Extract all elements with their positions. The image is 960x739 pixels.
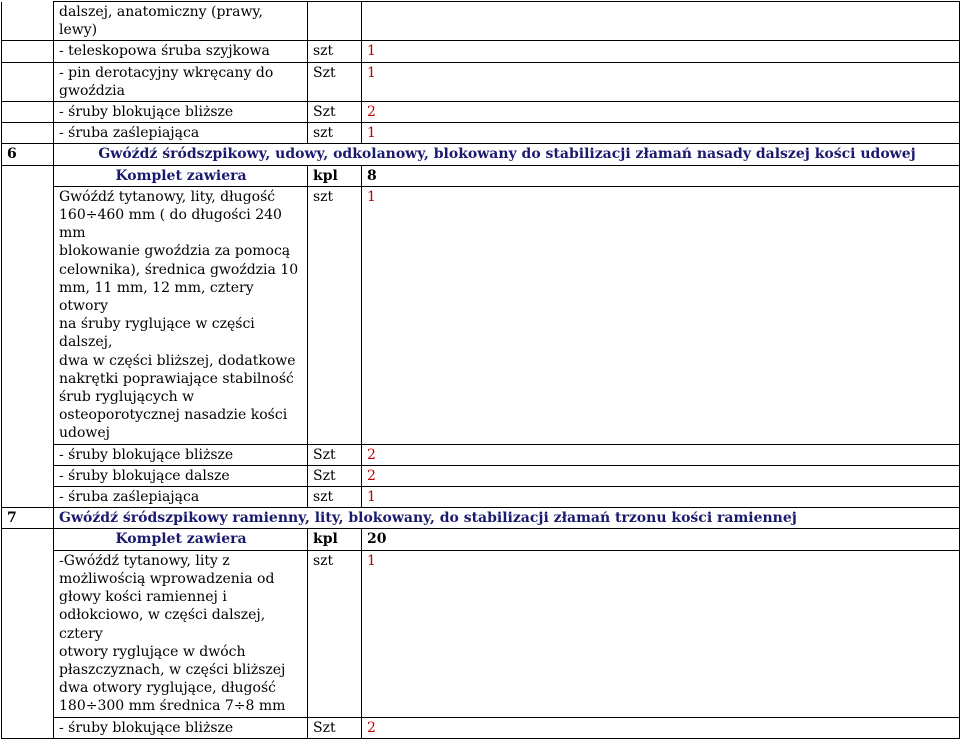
item-qty: 1 [362,550,960,717]
item-unit: szt [308,487,362,508]
item-qty: 2 [362,465,960,486]
description-line: śrub ryglujących w [59,389,195,406]
item-name: - pin derotacyjny wkręcany do gwoździa [54,62,308,101]
description-line: na śruby ryglujące w części dalszej, [59,316,255,351]
kit-row [2,165,960,186]
section-number: 6 [2,144,54,165]
item-name: dalszej, anatomiczny (prawy, lewy) [54,2,308,41]
item-unit: Szt [308,465,362,486]
kit-label: Komplet zawiera [54,165,308,186]
section-header-row [2,144,960,165]
table-row [2,717,960,738]
item-name: - teleskopowa śruba szyjkowa [54,41,308,62]
item-description [54,550,308,717]
description-line: osteoporotycznej nasadzie kości [59,407,288,424]
kit-qty: 20 [362,529,960,550]
kit-row [2,529,960,550]
description-line: możliwością wprowadzenia od [59,570,275,587]
item-unit [308,2,362,41]
item-qty: 1 [362,41,960,62]
item-qty: 1 [362,62,960,101]
item-qty [362,2,960,41]
item-qty: 2 [362,717,960,738]
item-name: - śruby blokujące dalsze [54,465,308,486]
item-unit: szt [308,123,362,144]
item-description [54,186,308,444]
description-line: celownika), średnica gwoździa 10 [59,261,299,278]
item-name: - śruby blokujące bliższe [54,444,308,465]
description-line: głowy kości ramiennej i [59,589,227,606]
item-name: - śruby blokujące bliższe [54,717,308,738]
table-row [2,2,960,41]
section-header-row [2,508,960,529]
description-line: dwa otwory ryglujące, długość [59,680,276,697]
item-qty: 1 [362,123,960,144]
item-unit: Szt [308,444,362,465]
description-line: mm, 11 mm, 12 mm, cztery otwory [59,279,254,315]
section-title: Gwóźdź śródszpikowy, udowy, odkolanowy, blokowany do stabilizacji złamań nasady dalszej kości udowej [54,144,960,165]
kit-unit: kpl [308,165,362,186]
table-row [2,487,960,508]
item-unit: szt [308,550,362,717]
item-unit: szt [308,186,362,444]
description-line: 160÷460 mm ( do długości 240 mm [59,207,282,242]
description-line: płaszczyznach, w części bliższej [59,661,286,678]
section-title: Gwóźdź śródszpikowy ramienny, lity, blokowany, do stabilizacji złamań trzonu kości ramiennej [54,508,960,529]
description-row [2,186,960,444]
item-unit: szt [308,41,362,62]
description-line: nakrętki poprawiające stabilność [59,370,294,387]
table-row [2,444,960,465]
table-row [2,102,960,123]
table-row [2,465,960,486]
kit-label: Komplet zawiera [54,529,308,550]
specification-table [1,1,960,739]
item-name: - śruba zaślepiająca [54,123,308,144]
item-qty: 2 [362,444,960,465]
table-row [2,123,960,144]
item-unit: Szt [308,717,362,738]
description-line: blokowanie gwoździa za pomocą [59,243,291,260]
description-line: 180÷300 mm średnica 7÷8 mm [59,698,286,715]
section-number: 7 [2,508,54,529]
kit-unit: kpl [308,529,362,550]
item-unit: Szt [308,102,362,123]
description-line: udowej [59,425,111,442]
item-qty: 2 [362,102,960,123]
item-qty: 1 [362,487,960,508]
item-qty: 1 [362,186,960,444]
table-row [2,62,960,101]
description-line: odłokciowo, w części dalszej, cztery [59,607,266,642]
item-name: - śruby blokujące bliższe [54,102,308,123]
table-row [2,41,960,62]
kit-qty: 8 [362,165,960,186]
description-line: Gwóźdź tytanowy, lity, długość [59,188,276,205]
description-line: dwa w części bliższej, dodatkowe [59,352,296,369]
item-name: - śruba zaślepiająca [54,487,308,508]
description-row [2,550,960,717]
description-line: -Gwóźdź tytanowy, lity z [59,552,230,569]
description-line: otwory ryglujące w dwóch [59,643,246,660]
item-unit: Szt [308,62,362,101]
